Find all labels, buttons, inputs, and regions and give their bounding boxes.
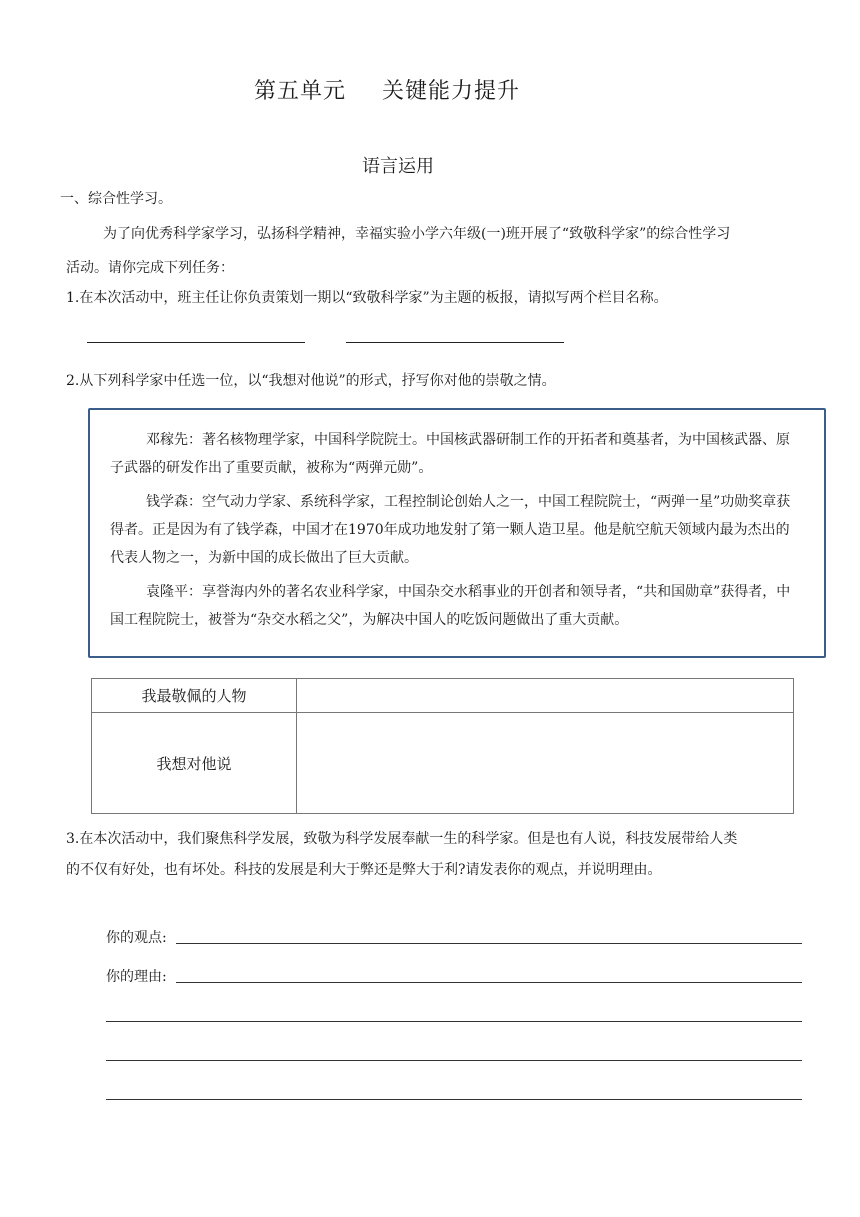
reason-line[interactable] bbox=[176, 982, 802, 983]
question-3-line-1: 3.在本次活动中，我们聚焦科学发展，致敬为科学发展奉献一生的科学家。但是也有人说，科技发展带给人类 bbox=[66, 831, 738, 847]
unit-subtitle: 关键能力提升 bbox=[382, 79, 521, 104]
scientist-qian-xuesen: 钱学森：空气动力学家、系统科学家，工程控制论创始人之一，中国工程院院士，“两弹一星”功勋奖章获得者。正是因为有了钱学森，中国才在1970年成功地发射了第一颗人造卫星。他是航空航天领域内最为杰出的代表人物之一，为新中国的成长做出了巨大贡献。 bbox=[110, 494, 791, 566]
column-name-blank-1[interactable] bbox=[87, 342, 305, 343]
table-row bbox=[92, 713, 794, 814]
message-label: 我想对他说 bbox=[92, 713, 297, 814]
question-3-line-2: 的不仅有好处，也有坏处。科技的发展是利大于弊还是弊大于利?请发表你的观点，并说明理由。 bbox=[66, 862, 662, 878]
reason-line-3[interactable] bbox=[106, 1060, 802, 1061]
scientist-info-box bbox=[88, 408, 826, 658]
reason-line-2[interactable] bbox=[106, 1021, 802, 1022]
question-1: 1.在本次活动中，班主任让你负责策划一期以“致敬科学家”为主题的板报，请拟写两个栏目名称。 bbox=[66, 290, 668, 306]
section-title: 语言运用 bbox=[362, 156, 434, 177]
viewpoint-line[interactable] bbox=[176, 943, 802, 944]
reason-line-4[interactable] bbox=[106, 1099, 802, 1100]
admired-person-label: 我最敬佩的人物 bbox=[92, 679, 297, 713]
unit-label: 第五单元 bbox=[254, 79, 347, 104]
scientist-yuan-longping: 袁隆平：享誉海内外的著名农业科学家，中国杂交水稻事业的开创者和领导者，“共和国勋章”获得者，中国工程院院士，被誉为“杂交水稻之父”，为解决中国人的吃饭问题做出了重大贡献。 bbox=[110, 584, 791, 628]
reason-label: 你的理由: bbox=[106, 969, 167, 985]
question-2: 2.从下列科学家中任选一位，以“我想对他说”的形式，抒写你对他的崇敬之情。 bbox=[66, 373, 556, 389]
viewpoint-label: 你的观点: bbox=[106, 930, 167, 946]
page-title bbox=[254, 74, 520, 105]
intro-line-1: 为了向优秀科学家学习，弘扬科学精神，幸福实验小学六年级(一)班开展了“致敬科学家”的综合性学习 bbox=[103, 226, 731, 242]
answer-table bbox=[91, 678, 794, 814]
scientist-deng-jiaxian: 邓稼先：著名核物理学家，中国科学院院士。中国核武器研制工作的开拓者和奠基者，为中国核武器、原子武器的研发作出了重要贡献，被称为“两弹元勋”。 bbox=[110, 432, 790, 476]
admired-person-field[interactable] bbox=[297, 679, 794, 713]
table-row bbox=[92, 679, 794, 713]
message-field[interactable] bbox=[297, 713, 794, 814]
column-name-blank-2[interactable] bbox=[346, 342, 564, 343]
intro-line-2: 活动。请你完成下列任务： bbox=[66, 260, 234, 276]
part-heading: 一、综合性学习。 bbox=[60, 191, 172, 207]
